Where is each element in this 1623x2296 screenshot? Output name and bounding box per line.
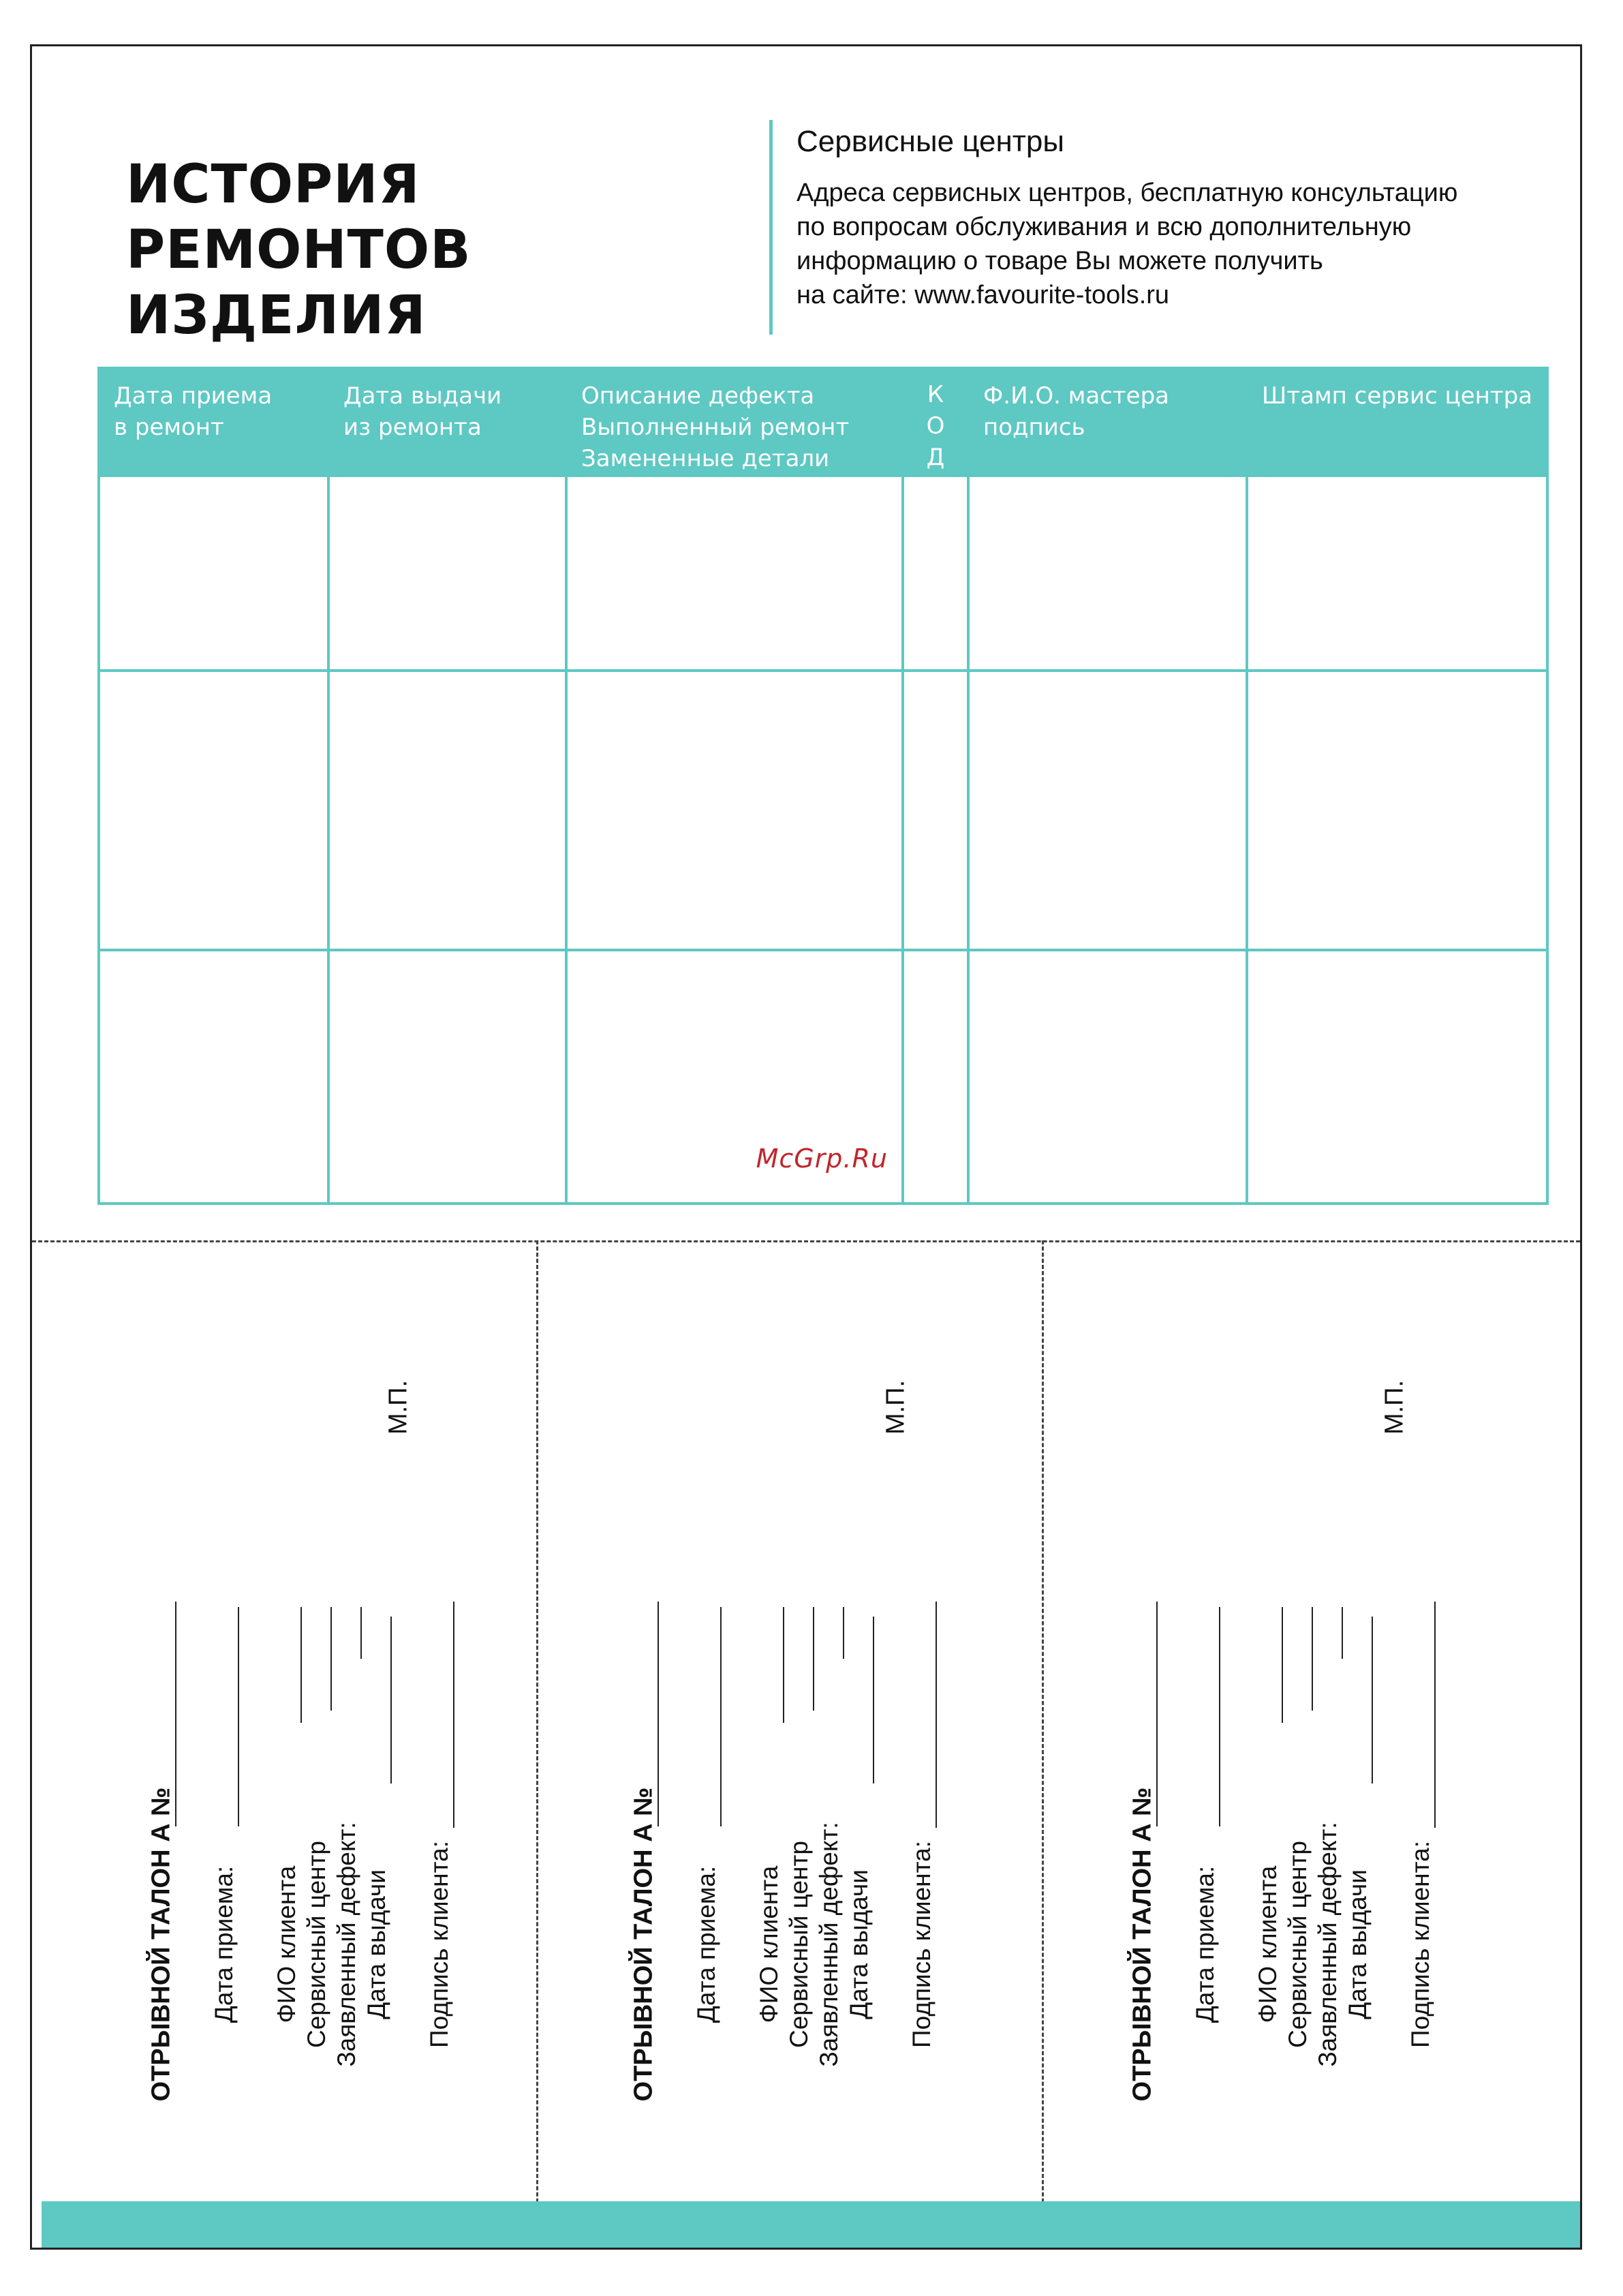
column-header-date-received: Дата приема в ремонт [99,368,328,476]
date-received-entry-line[interactable] [720,1607,722,1826]
table-cell[interactable] [566,950,903,1204]
tear-off-coupon: М.П. ОТРЫВНОЙ ТАЛОН А № Дата приема: ФИО клиента Сервисный центр Заявленный дефект: Дата выдачи Подпись клиента: [629,1379,936,2102]
date-issued-entry-line[interactable] [390,1617,392,1784]
number-entry-line[interactable] [175,1602,176,1826]
client-name-entry-line[interactable] [300,1607,302,1723]
service-center-entry-line[interactable] [330,1607,332,1711]
number-entry-line[interactable] [1156,1602,1158,1826]
tear-off-coupon: М.П. ОТРЫВНОЙ ТАЛОН А № Дата приема: ФИО клиента Сервисный центр Заявленный дефект: Дата выдачи Подпись клиента: [1128,1379,1434,2102]
table-row [99,950,1547,1204]
table-cell[interactable] [968,476,1247,671]
bottom-accent-band [42,2201,1582,2248]
table-row [99,476,1547,671]
column-header-service-stamp: Штамп сервис центра [1247,368,1547,476]
table-cell[interactable] [566,476,903,671]
service-info-line: по вопросам обслуживания и всю дополнительную [797,213,1412,241]
table-cell[interactable] [1247,671,1547,950]
table-cell[interactable] [1247,476,1547,671]
date-issued-entry-line[interactable] [873,1617,874,1784]
service-centers-heading: Сервисные центры [797,125,1065,158]
declared-defect-entry-line[interactable] [843,1607,844,1659]
service-center-entry-line[interactable] [813,1607,814,1711]
title-line-1: ИСТОРИЯ РЕМОНТОВ [126,154,472,281]
table-cell[interactable] [99,950,328,1204]
table-cell[interactable] [968,671,1247,950]
repair-history-sheet [30,44,1582,2250]
table-cell[interactable] [903,950,968,1204]
title-line-2: ИЗДЕЛИЯ [126,285,427,346]
date-received-entry-line[interactable] [1219,1607,1220,1826]
table-header-row [99,368,1547,476]
date-issued-entry-line[interactable] [1372,1617,1373,1784]
table-cell[interactable] [566,671,903,950]
page-title [126,152,767,348]
watermark: McGrp.Ru [756,1144,888,1174]
service-info-line: на сайте: www.favourite-tools.ru [797,281,1170,309]
service-centers-info [797,176,1580,312]
number-entry-line[interactable] [658,1602,659,1826]
declared-defect-entry-line[interactable] [1342,1607,1343,1659]
client-signature-entry-line[interactable] [936,1602,937,1828]
table-cell[interactable] [903,671,968,950]
column-header-date-issued: Дата выдачи из ремонта [328,368,566,476]
table-cell[interactable] [903,476,968,671]
table-row [99,671,1547,950]
column-header-defect-description: Описание дефекта Выполненный ремонт Замененные детали [566,368,903,476]
table-cell[interactable] [1247,950,1547,1204]
client-signature-entry-line[interactable] [1434,1602,1436,1828]
table-cell[interactable] [99,671,328,950]
table-cell[interactable] [99,476,328,671]
table-cell[interactable] [328,671,566,950]
header-divider [769,120,773,335]
client-name-entry-line[interactable] [783,1607,784,1723]
repair-history-table [97,367,1549,1205]
service-info-line: Адреса сервисных центров, бесплатную консультацию [797,179,1458,207]
table-cell[interactable] [328,950,566,1204]
column-header-code: К О Д [903,368,968,476]
date-received-entry-line[interactable] [238,1607,239,1826]
column-header-master-signature: Ф.И.О. мастера подпись [968,368,1247,476]
declared-defect-entry-line[interactable] [360,1607,362,1659]
client-name-entry-line[interactable] [1282,1607,1283,1723]
table-cell[interactable] [968,950,1247,1204]
service-info-line: информацию о товаре Вы можете получить [797,247,1323,275]
service-center-entry-line[interactable] [1312,1607,1313,1711]
table-cell[interactable] [328,476,566,671]
client-signature-entry-line[interactable] [453,1602,454,1828]
tear-off-coupon: М.П. ОТРЫВНОЙ ТАЛОН А № Дата приема: ФИО клиента Сервисный центр Заявленный дефект: Дата выдачи Подпись клиента: [146,1379,453,2102]
